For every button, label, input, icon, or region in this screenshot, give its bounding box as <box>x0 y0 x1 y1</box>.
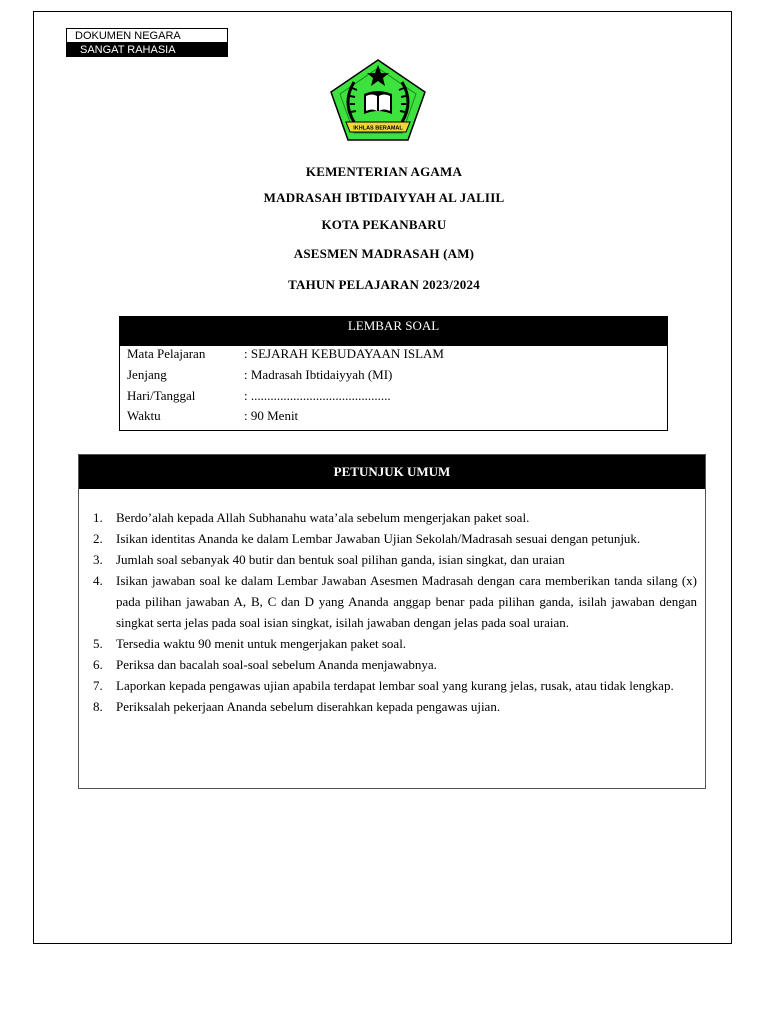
instruction-number: 6. <box>93 657 103 672</box>
instruction-text: Tersedia waktu 90 menit untuk mengerjakan paket soal. <box>116 636 407 651</box>
info-value: : ........................................... <box>244 388 391 403</box>
instruction-text: Periksa dan bacalah soal-soal sebelum Ananda menjawabnya. <box>116 657 437 672</box>
instruction-item <box>93 675 697 696</box>
instruction-number: 3. <box>93 552 103 567</box>
instruction-item <box>93 696 697 717</box>
header-exam: ASESMEN MADRASAH (AM) <box>293 246 475 261</box>
instruction-text: Jumlah soal sebanyak 40 butir dan bentuk soal pilihan ganda, isian singkat, dan uraian <box>116 552 565 567</box>
info-label: Mata Pelajaran <box>127 346 206 361</box>
instruction-text: Laporkan kepada pengawas ujian apabila terdapat lembar soal yang kurang jelas, rusak, atau tidak lengkap. <box>116 678 674 693</box>
instruction-item <box>93 507 697 528</box>
instruction-list <box>93 507 697 717</box>
info-row <box>127 365 392 385</box>
classification-line-1: DOKUMEN NEGARA <box>66 28 228 43</box>
header-year: TAHUN PELAJARAN 2023/2024 <box>288 277 480 292</box>
instruction-number: 2. <box>93 531 103 546</box>
info-row <box>127 344 444 364</box>
instruction-item <box>93 654 697 675</box>
lembar-soal-box <box>119 316 668 431</box>
instruction-text: Periksalah pekerjaan Ananda sebelum diserahkan kepada pengawas ujian. <box>116 699 501 714</box>
info-label: Waktu <box>127 408 161 423</box>
instruction-number: 8. <box>93 699 103 714</box>
header-ministry: KEMENTERIAN AGAMA <box>305 164 463 179</box>
instruction-number: 7. <box>93 678 103 693</box>
classification-line-2: SANGAT RAHASIA <box>66 43 228 57</box>
header-city: KOTA PEKANBARU <box>321 217 447 232</box>
instruction-text: Berdo’alah kepada Allah Subhanahu wata’ala sebelum mengerjakan paket soal. <box>116 510 530 525</box>
info-row <box>127 386 391 406</box>
instruction-number: 1. <box>93 510 103 525</box>
info-label: Hari/Tanggal <box>127 388 196 403</box>
petunjuk-umum-title: PETUNJUK UMUM <box>79 455 705 489</box>
classification-label <box>66 28 228 57</box>
info-value: : Madrasah Ibtidaiyyah (MI) <box>244 367 393 382</box>
info-label: Jenjang <box>127 367 167 382</box>
kemenag-emblem-icon <box>328 58 428 142</box>
instruction-item <box>93 570 697 633</box>
petunjuk-umum-box <box>78 454 706 789</box>
instruction-number: 5. <box>93 636 103 651</box>
info-value: : 90 Menit <box>244 408 299 423</box>
info-value: : SEJARAH KEBUDAYAAN ISLAM <box>244 346 444 361</box>
instruction-text: Isikan identitas Ananda ke dalam Lembar Jawaban Ujian Sekolah/Madrasah sesuai dengan petunjuk. <box>116 531 641 546</box>
header-school: MADRASAH IBTIDAIYYAH AL JALIIL <box>263 190 505 205</box>
emblem-ribbon-text: IKHLAS BERAMAL <box>353 125 403 132</box>
lembar-soal-title: LEMBAR SOAL <box>120 317 667 346</box>
instruction-item <box>93 528 697 549</box>
info-row <box>127 406 298 426</box>
instruction-item <box>93 549 697 570</box>
instruction-text: Isikan jawaban soal ke dalam Lembar Jawaban Asesmen Madrasah dengan cara memberikan tanda silang (x) pada pilihan jawaban A, B, C dan D yang Ananda anggap benar pada pilihan ganda, isilah jawaban dengan singkat serta jelas pada soal isian singkat, isilah jawaban dengan jelas pada soal uraian. <box>116 573 697 630</box>
instruction-number: 4. <box>93 573 103 588</box>
instruction-item <box>93 633 697 654</box>
